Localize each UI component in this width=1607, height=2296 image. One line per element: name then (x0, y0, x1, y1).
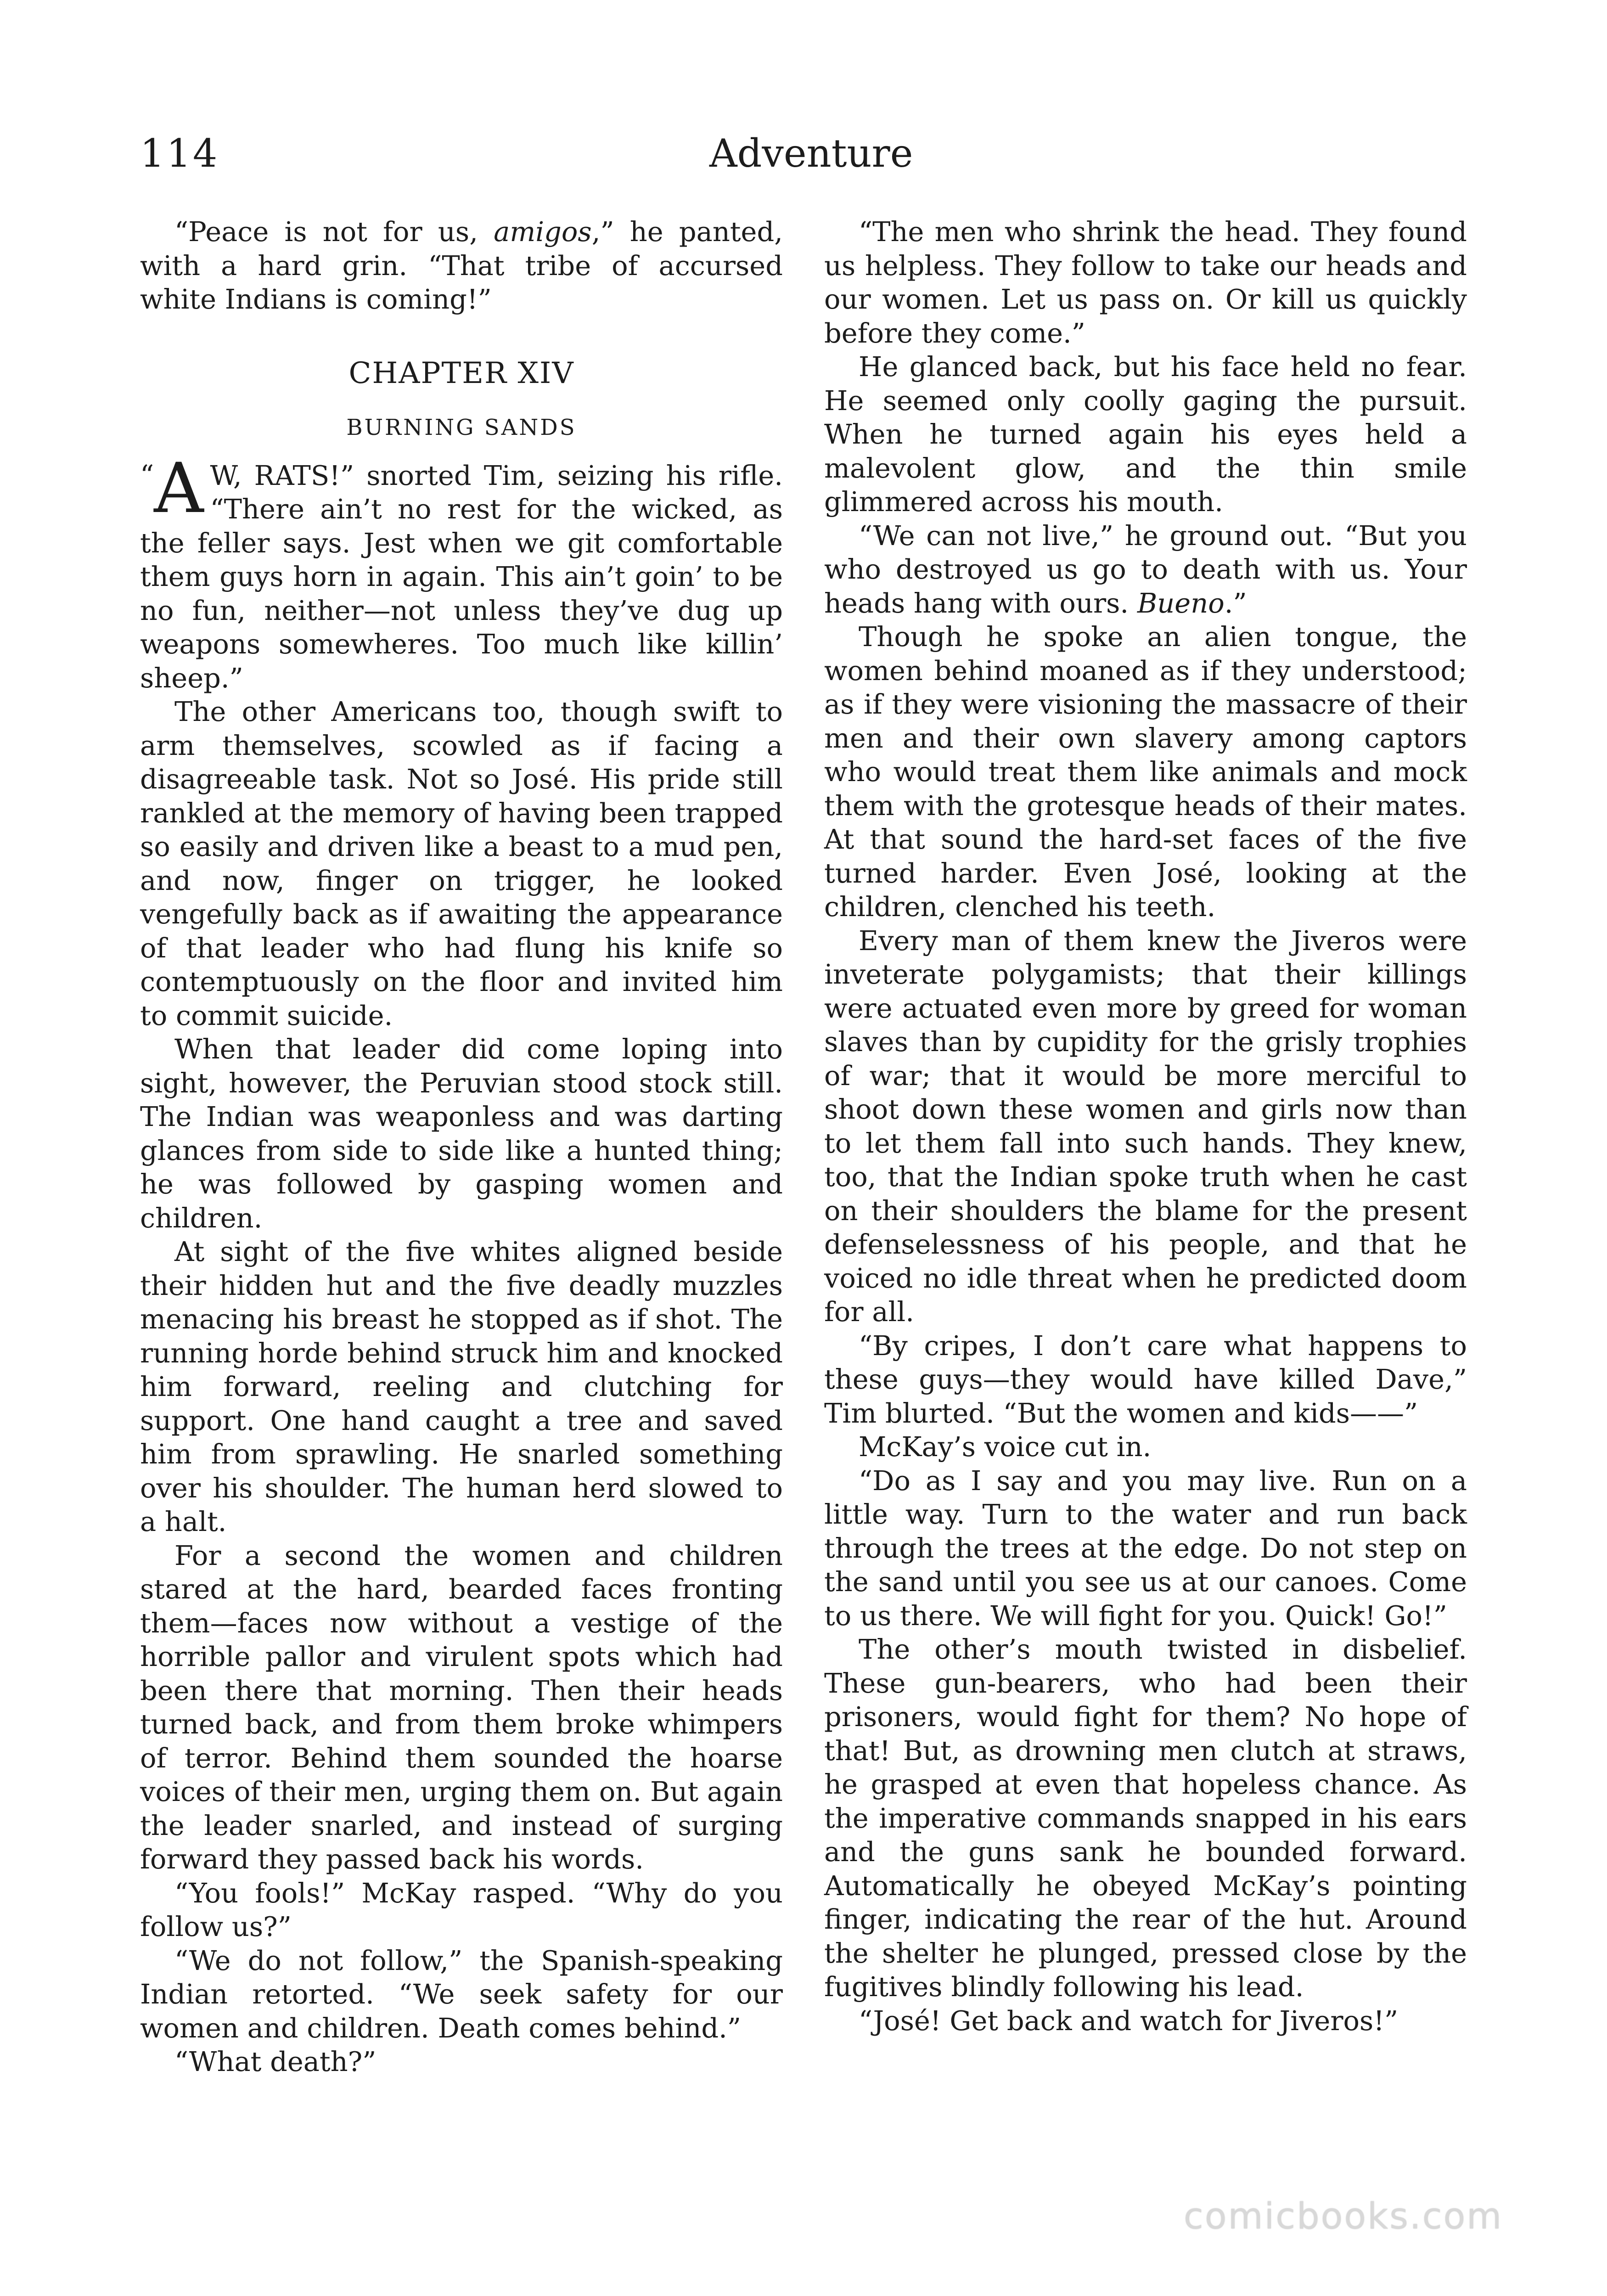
paragraph: “We can not live,” he ground out. “But you who destroyed us go to death with us. Your heads hang with ours. Bueno.” (824, 519, 1467, 619)
drop-cap-letter: A (154, 448, 204, 529)
paragraph: “We do not follow,” the Spanish-speaking Indian retorted. “We seek safety for our women and children. Death comes behind.” (140, 1944, 783, 2044)
opening-paragraph-text: W, RATS!” snorted Tim, seizing his rifle. “There ain’t no rest for the wicked, as the feller says. Jest when we git comfortable them guys horn in again. This ain’t goin’ to be no fun, neither—not unless they’ve dug up weapons somewheres. Too much like killin’ sheep.” (140, 459, 783, 694)
paragraph: “The men who shrink the head. They found us helpless. They follow to take our heads and our women. Let us pass on. Or kill us quickly before they come.” (824, 216, 1467, 349)
watermark: comicbooks.com (1184, 2196, 1503, 2237)
drop-cap-quote: “ (140, 459, 154, 491)
paragraph: For a second the women and children stared at the hard, bearded faces fronting them—faces now without a vestige of the horrible pallor and virulent spots which had been there that morning. Then their heads turned back, and from them broke whimpers of terror. Behind them sounded the hoarse voices of their men, urging them on. But again the leader snarled, and instead of surging forward they passed back his words. (140, 1539, 783, 1875)
paragraph: “By cripes, I don’t care what happens to these guys—they would have killed Dave,” Tim blurted. “But the women and kids——” (824, 1329, 1467, 1429)
page-number: 114 (140, 131, 219, 176)
paragraph: The other Americans too, though swift to arm themselves, scowled as if facing a disagreeable task. Not so José. His pride still rankled at the memory of having been trapped so easily and driven like a beast to a mud pen, and now, finger on trigger, he looked vengefully back as if awaiting the appearance of that leader who had flung his knife so contemptuously on the floor and invited him to commit suicide. (140, 696, 783, 1031)
paragraph: “José! Get back and watch for Jiveros!” (859, 2004, 1399, 2037)
chapter-subtitle: BURNING SANDS (346, 415, 577, 440)
right-column (824, 215, 1467, 2037)
running-title: Adventure (709, 131, 913, 176)
paragraph: Though he spoke an alien tongue, the women behind moaned as if they understood; as if they were visioning the massacre of their men and their own slavery among captors who would treat them like animals and mock them with the grotesque heads of their mates. At that sound the hard-set faces of the five turned harder. Even José, looking at the children, clenched his teeth. (824, 621, 1467, 923)
paragraph: At sight of the five whites aligned beside their hidden hut and the five deadly muzzles menacing his breast he stopped as if shot. The running horde behind struck him and knocked him forward, reeling and clutching for support. One hand caught a tree and saved him from sprawling. He snarled something over his shoulder. The human herd slowed to a halt. (140, 1236, 783, 1537)
paragraph: “What death?” (174, 2046, 376, 2077)
left-column (140, 215, 783, 2079)
paragraph: “Do as I say and you may live. Run on a little way. Turn to the water and run back through the trees at the edge. Do not step on the sand until you see us at our canoes. Come to us there. We will fight for you. Quick! Go!” (824, 1464, 1467, 1632)
paragraph: When that leader did come loping into sight, however, the Peruvian stood stock still. The Indian was weaponless and was darting glances from side to side like a hunted thing; he was followed by gasping women and children. (140, 1033, 783, 1234)
paragraph: McKay’s voice cut in. (859, 1431, 1152, 1463)
chapter-title: CHAPTER XIV (348, 356, 574, 390)
opening-paragraph (140, 448, 783, 695)
paragraph: The other’s mouth twisted in disbelief. These gun-bearers, who had been their prisoners, would fight for them? No hope of that! But, as drowning men clutch at straws, he grasped at even that hopeless chance. As the imperative commands snapped in his ears and the guns sank he bounded forward. Automatically he obeyed McKay’s pointing finger, indicating the rear of the hut. Around the shelter he plunged, pressed close by the fugitives blindly following his lead. (824, 1633, 1467, 2003)
drop-cap (140, 448, 204, 529)
paragraph: “Peace is not for us, amigos,” he panted, with a hard grin. “That tribe of accursed white Indians is coming!” (140, 216, 783, 315)
paragraph: Every man of them knew the Jiveros were inveterate polygamists; that their killings were actuated even more by greed for woman slaves than by cupidity for the grisly trophies of war; that it would be more merciful to shoot down these women and girls now than to let them fall into such hands. They knew, too, that the Indian spoke truth when he cast on their shoulders the blame for the present defenselessness of his people, and that he voiced no idle threat when he predicted doom for all. (824, 924, 1467, 1328)
page-header (0, 131, 1607, 186)
paragraph: He glanced back, but his face held no fear. He seemed only coolly gaging the pursuit. When he turned again his eyes held a malevolent glow, and the thin smile glimmered across his mouth. (824, 351, 1467, 518)
paragraph: “You fools!” McKay rasped. “Why do you follow us?” (140, 1877, 783, 1942)
